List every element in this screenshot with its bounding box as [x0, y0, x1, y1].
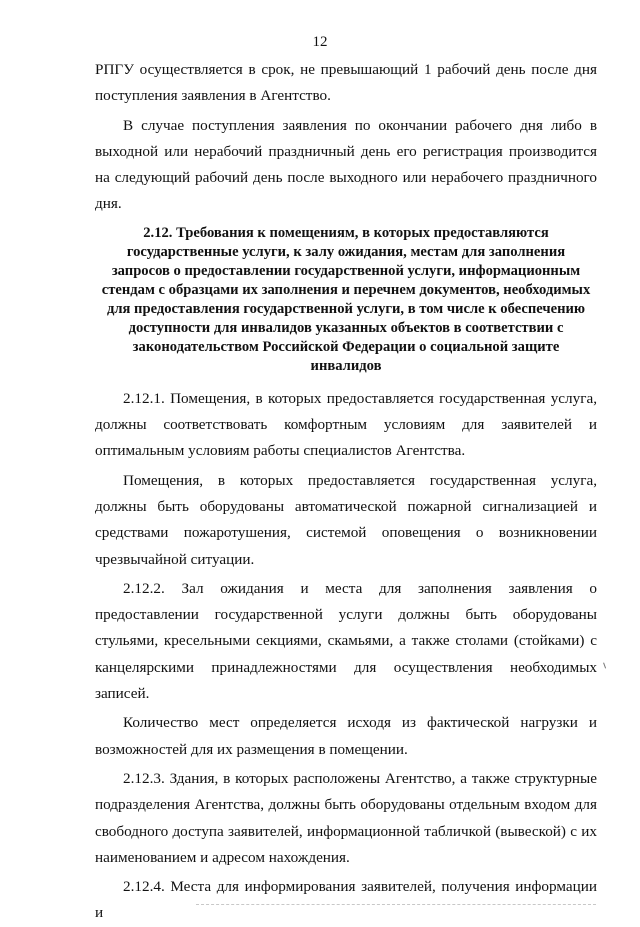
scan-bottom-edge	[196, 904, 596, 906]
page-number: 12	[312, 34, 328, 50]
paragraph-2-12-2: 2.12.2. Зал ожидания и места для заполнения заявления о предоставлении государственной услуги должны быть оборудованы стульями, кресельными секциями, скамьями, а также столами (стойками) с канцелярскими принадлежностями для осуществления необходимых записей.	[95, 579, 597, 703]
paragraph-2-12-1: 2.12.1. Помещения, в которых предоставляется государственная услуга, должны соответствовать комфортным условиям для заявителей и оптимальным условиям работы специалистов Агентства.	[95, 389, 597, 460]
paragraph-2-12-3: 2.12.3. Здания, в которых расположены Агентство, а также структурные подразделения Агентства, должны быть оборудованы отдельным входом для свободного доступа заявителей, информационной табличкой (вывеской) с их наименованием и адресом нахождения.	[95, 769, 597, 866]
scan-artifact-mark	[603, 661, 609, 668]
paragraph-fire-safety: Помещения, в которых предоставляется государственная услуга, должны быть оборудованы автоматической пожарной сигнализацией и средствами пожаротушения, системой оповещения о возникновении чрезвычайной ситуации.	[95, 471, 597, 568]
paragraph-seats-count: Количество мест определяется исходя из фактической нагрузки и возможностей для их размещения в помещении.	[95, 714, 597, 758]
paragraph-2-12-4: 2.12.4. Места для информирования заявителей, получения информации и	[95, 878, 597, 922]
section-heading-2-12: 2.12. Требования к помещениям, в которых предоставляются государственные услуги, к залу ожидания, местам для заполнения запросов о предоставлении государственной услуги, информационным стендам с образцами их заполнения и перечнем документов, необходимых для предоставления государственной услуги, в том числе к обеспечению доступности для инвалидов указанных объектов в соответствии с законодательством Российской Федерации о социальной защите инвалидов	[101, 224, 591, 374]
document-body	[95, 57, 597, 927]
paragraph-rpgu-deadline: РПГУ осуществляется в срок, не превышающий 1 рабочий день после дня поступления заявления в Агентство.	[95, 61, 597, 105]
paragraph-holiday-registration: В случае поступления заявления по окончании рабочего дня либо в выходной или нерабочий праздничный день его регистрация производится на следующий рабочий день после выходного или нерабочего праздничного дня.	[95, 116, 597, 213]
